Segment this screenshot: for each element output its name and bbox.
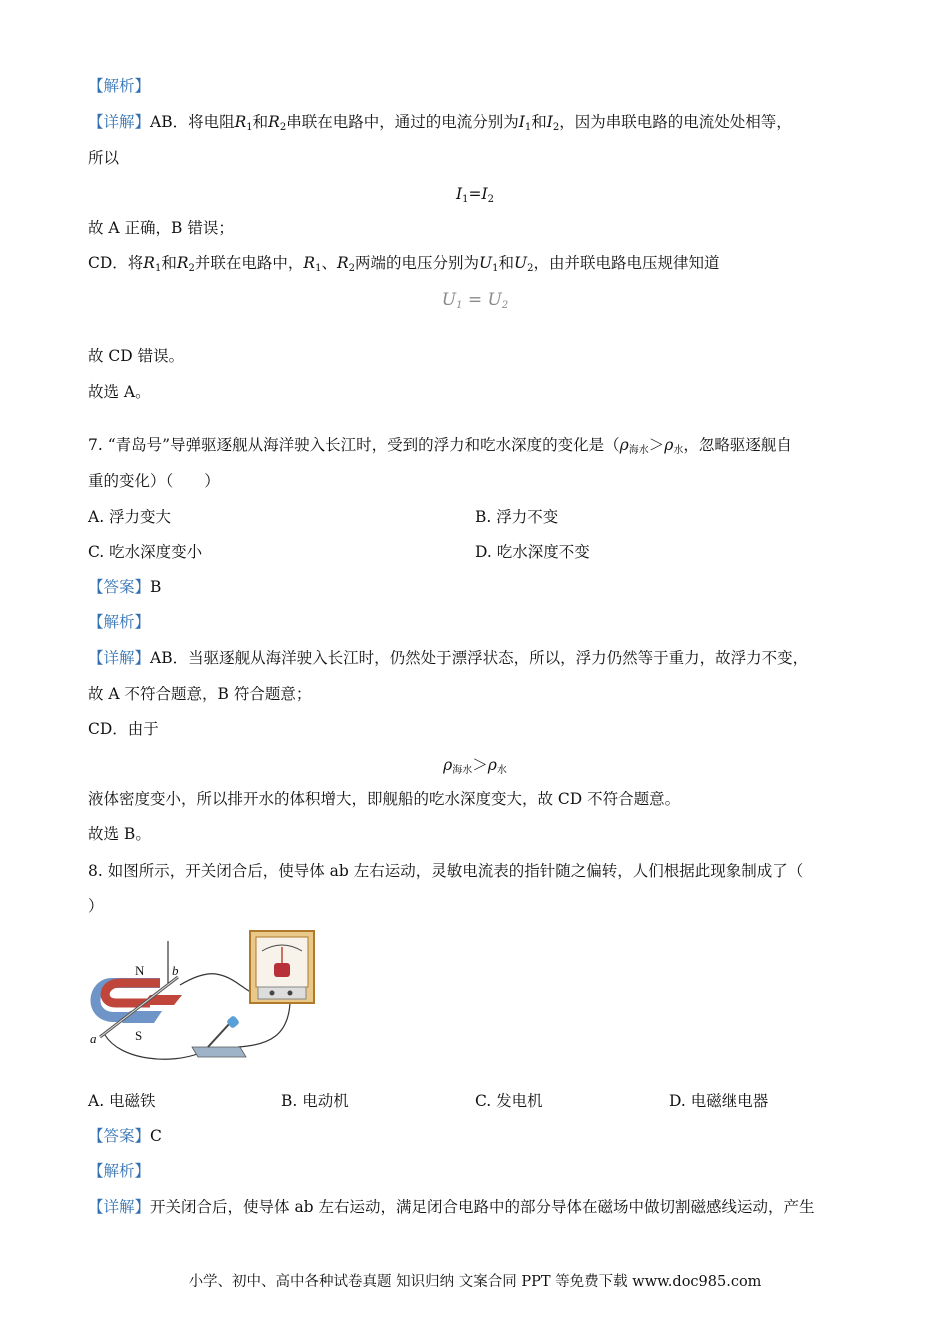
eq-op: =	[468, 185, 482, 203]
q8-option-a: A. 电磁铁	[88, 1092, 156, 1110]
q8-option-c: C. 发电机	[475, 1092, 543, 1110]
sub: 1	[524, 122, 532, 133]
q7-detail-line3: CD．由于	[88, 720, 159, 738]
sub: 1	[456, 300, 463, 311]
eq-op: =	[462, 290, 488, 310]
sub: 海水	[628, 445, 649, 456]
q7-stem-line1	[88, 435, 792, 461]
var-u2: U	[514, 254, 528, 272]
sub: 2	[487, 194, 494, 205]
page-footer: 小学、初中、高中各种试卷真题 知识归纳 文案合同 PPT 等免费下载 www.doc985.com	[188, 1274, 762, 1290]
rho-symbol: ρ	[487, 756, 497, 774]
var-u1: U	[479, 254, 493, 272]
eq-var: I	[456, 185, 463, 203]
q8-option-b: B. 电动机	[281, 1092, 349, 1110]
label-s: S	[135, 1028, 143, 1043]
label-n: N	[135, 963, 145, 978]
q7-detail-line1	[88, 648, 808, 668]
switch	[192, 1015, 246, 1057]
q6-text: ，因为串联电路的电流处处相等，	[559, 113, 792, 131]
q7-option-a: A. 浮力变大	[88, 508, 172, 526]
q6-line6: 故选 A。	[88, 383, 151, 401]
meter-magnet	[274, 963, 290, 977]
var-r2: R	[268, 113, 280, 131]
q6-line5: 故 CD 错误。	[88, 347, 185, 365]
wire-a-to-switch	[105, 1035, 200, 1059]
eq-var: U	[441, 290, 457, 310]
q6-text: 和	[161, 254, 177, 272]
eq-var: I	[481, 185, 488, 203]
rho-symbol: ρ	[664, 436, 674, 454]
q7-option-b: B. 浮力不变	[475, 508, 559, 526]
q6-text: AB．将电阻	[150, 113, 235, 131]
sub: 1	[492, 263, 499, 274]
sub: 1	[246, 122, 253, 133]
switch-blade	[208, 1023, 230, 1047]
q8-analysis-label: 【解析】	[88, 1162, 151, 1180]
sub: 2	[552, 122, 560, 133]
var-r2: R	[336, 254, 349, 272]
q7-answer	[88, 577, 161, 597]
q7-detail-line2: 故 A 不符合题意，B 符合题意；	[88, 685, 312, 703]
sub: 2	[501, 300, 509, 311]
q7-text: 7. “青岛号”导弹驱逐舰从海洋驶入长江时，受到的浮力和吃水深度的变化是（	[88, 436, 620, 454]
q6-line2: 所以	[88, 149, 120, 167]
q8-option-d: D. 电磁继电器	[669, 1092, 769, 1110]
q7-text: ，忽略驱逐舰自	[683, 436, 792, 454]
q7-detail-line4: 液体密度变小，所以排开水的体积增大，即舰船的吃水深度变大，故 CD 不符合题意。	[88, 790, 681, 808]
eq-var: U	[487, 290, 502, 310]
answer-value: C	[150, 1127, 162, 1145]
var-i2: I	[546, 113, 553, 131]
q6-equation-1	[0, 184, 950, 210]
q7-density-relation	[0, 755, 950, 781]
sub: 海水	[452, 765, 473, 776]
q6-text: 和	[531, 113, 547, 131]
q6-text: CD．将	[88, 254, 144, 272]
gt-symbol: ＞	[648, 436, 665, 454]
q7-stem-line2: 重的变化）（ ）	[88, 472, 220, 490]
q7-option-d: D. 吃水深度不变	[475, 543, 590, 561]
q6-text: 两端的电压分别为	[355, 254, 480, 272]
rho-symbol: ρ	[619, 436, 629, 454]
var-i1: I	[518, 113, 525, 131]
q7-analysis-label: 【解析】	[88, 613, 151, 631]
answer-label: 【答案】	[88, 1127, 151, 1145]
switch-base	[192, 1047, 246, 1057]
rho-symbol: ρ	[443, 756, 453, 774]
answer-label: 【答案】	[88, 578, 151, 596]
sub: 2	[348, 263, 356, 274]
q6-text: 和	[498, 254, 515, 272]
sub: 1	[462, 194, 469, 205]
q6-text: 、	[321, 254, 337, 272]
detail-label: 【详解】	[88, 649, 151, 667]
meter-terminals	[258, 987, 306, 999]
var-r1: R	[303, 254, 316, 272]
q7-detail-line5: 故选 B。	[88, 825, 151, 843]
q6-line4	[88, 253, 719, 279]
q8-figure-generator-experiment	[80, 925, 340, 1075]
sub: 1	[154, 263, 162, 274]
label-b: b	[172, 963, 179, 978]
q8-stem-line1: 8. 如图所示，开关闭合后，使导体 ab 左右运动，灵敏电流表的指针随之偏转，人们根据此现象制成了（	[88, 862, 804, 880]
q6-text: 并联在电路中，	[194, 254, 304, 272]
q6-text: ，由并联电路电压规律知道	[533, 254, 720, 272]
sub: 2	[188, 263, 195, 274]
q8-detail-line1	[88, 1197, 815, 1217]
var-r1: R	[143, 254, 155, 272]
detail-label: 【详解】	[88, 1198, 151, 1216]
q7-option-c: C. 吃水深度变小	[88, 543, 203, 561]
sub: 1	[315, 263, 322, 274]
var-r1: R	[234, 113, 247, 131]
label-a: a	[90, 1031, 97, 1046]
answer-value: B	[150, 578, 162, 596]
galvanometer	[250, 931, 314, 1003]
sub: 水	[496, 765, 507, 776]
terminal-minus	[270, 991, 275, 996]
switch-handle	[226, 1015, 240, 1029]
gt-symbol: ＞	[472, 756, 488, 774]
q6-detail-line1	[88, 112, 792, 138]
q8-answer	[88, 1126, 162, 1146]
sub: 2	[279, 122, 287, 133]
q6-analysis-label: 【解析】	[88, 77, 151, 95]
sub: 水	[673, 445, 684, 456]
wire-switch-to-meter	[238, 1003, 290, 1047]
q6-detail-label: 【详解】	[88, 113, 151, 131]
q6-text: 串联在电路中，通过的电流分别为	[286, 113, 519, 131]
q7-text: AB．当驱逐舰从海洋驶入长江时，仍然处于漂浮状态，所以，浮力仍然等于重力，故浮力不变，	[150, 649, 809, 667]
q6-equation-2	[0, 290, 950, 316]
q6-text: 和	[252, 113, 269, 131]
terminal-plus	[288, 991, 293, 996]
q8-stem-line2: ）	[88, 897, 104, 915]
q6-line3: 故 A 正确，B 错误；	[88, 219, 234, 237]
sub: 2	[527, 263, 534, 274]
var-r2: R	[176, 254, 189, 272]
q8-text: 开关闭合后，使导体 ab 左右运动，满足闭合电路中的部分导体在磁场中做切割磁感线运动，产生	[150, 1198, 815, 1216]
